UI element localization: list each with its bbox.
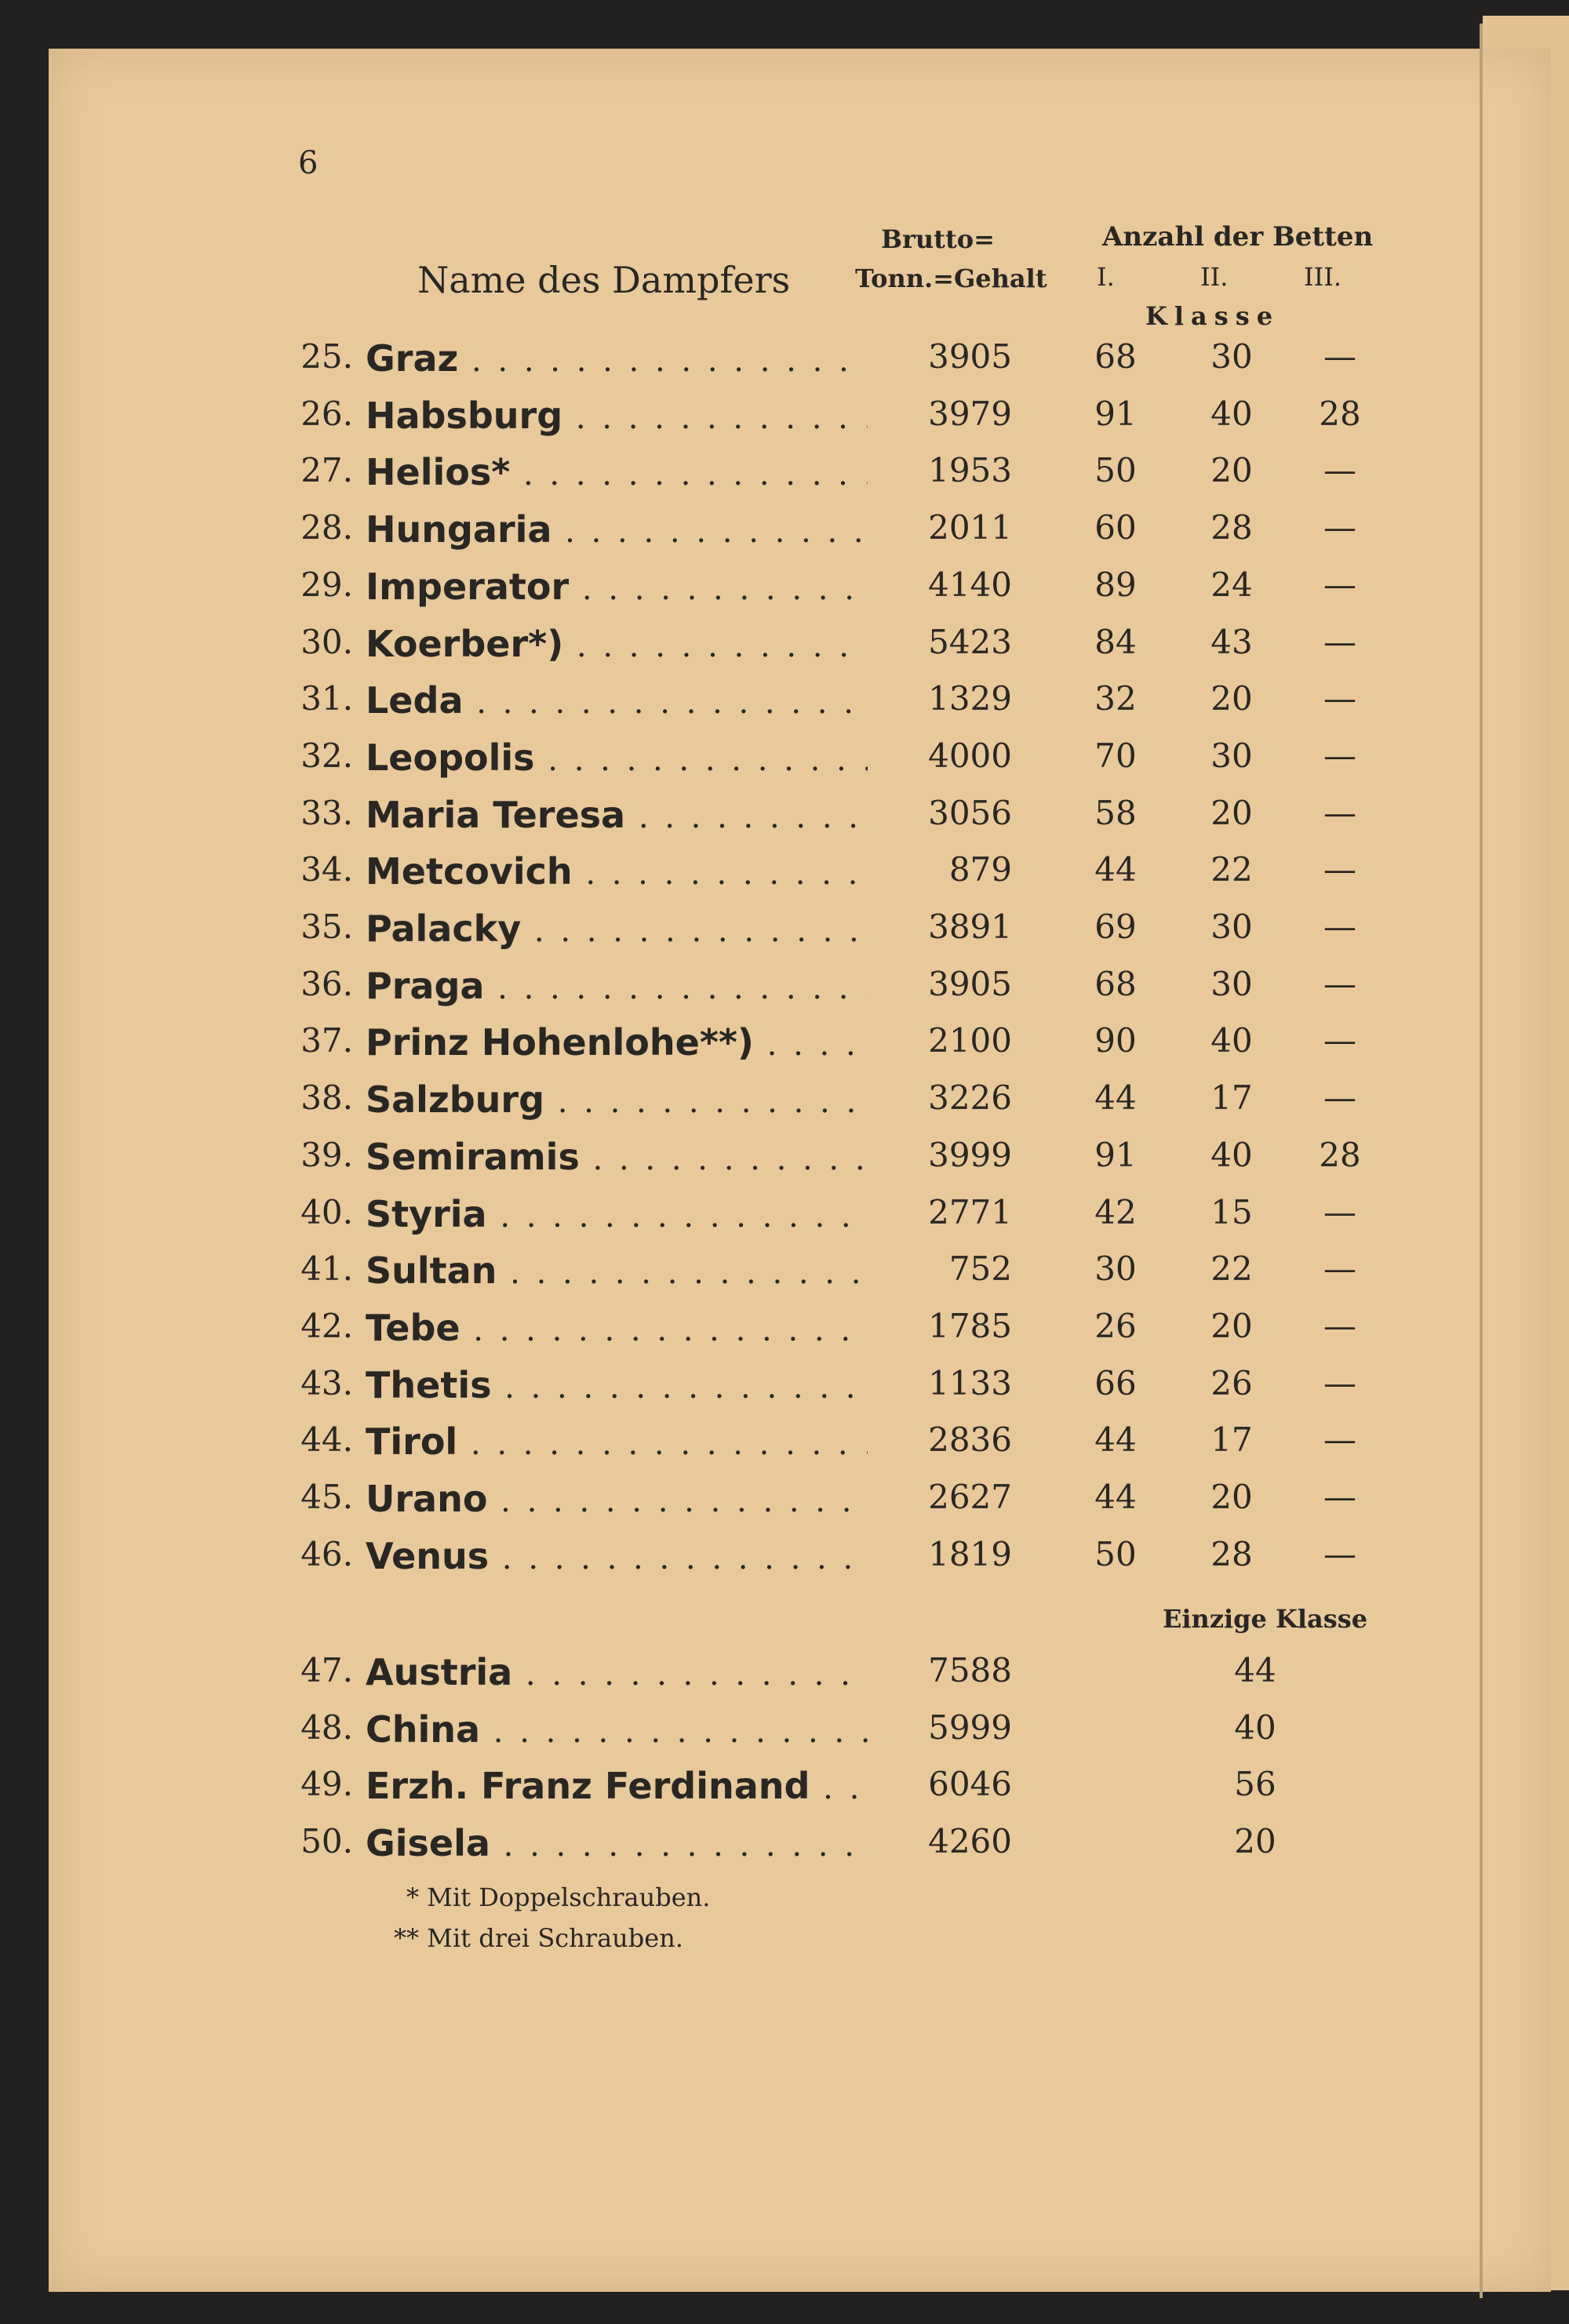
beds-class-1: 84 [1094,622,1137,661]
beds-class-3: — [1323,964,1356,1003]
beds-class-1: 58 [1094,793,1137,832]
steamer-name: Imperator . . . [366,566,868,608]
row-number: 38. [300,1078,353,1118]
beds-class-1: 89 [1094,565,1137,604]
beds-class-2: 40 [1210,394,1253,433]
beds-class-3: — [1323,622,1356,661]
row-number: 35. [300,907,353,946]
beds-class-2: 20 [1210,679,1253,718]
row-number: 41. [300,1249,353,1289]
table-row [0,1708,1491,1755]
steamer-name: Tirol . . . [366,1420,868,1463]
table-row [0,1021,1491,1068]
beds-class-1: 44 [1094,850,1137,889]
gross-tonnage: 6046 [928,1765,1012,1804]
beds-class-1: 91 [1094,394,1137,433]
footnote-triple-screw: ** Mit drei Schrauben. [394,1923,683,1953]
beds-class-3: — [1323,565,1356,604]
steamer-name: Metcovich . . . [366,850,868,893]
steamer-name: Palacky . . . [366,907,868,950]
steamer-name: Tebe . . . [366,1307,868,1349]
steamer-name: Koerber*) . . . [366,623,868,665]
gross-tonnage: 3891 [928,907,1012,946]
table-row [0,1535,1491,1582]
beds-class-1: 30 [1094,1249,1137,1289]
beds-class-2: 24 [1210,565,1253,604]
row-number: 29. [300,565,353,604]
beds-class-1: 90 [1094,1021,1137,1060]
beds-class-2: 30 [1210,736,1253,775]
steamer-name: Styria . . . [366,1193,868,1235]
beds-class-3: — [1323,451,1356,490]
gross-tonnage: 7588 [928,1651,1012,1689]
steamer-name: Salzburg . . . [366,1078,868,1121]
table-row [0,1765,1491,1812]
beds-class-3: — [1323,793,1356,832]
beds-single-class: 56 [1234,1765,1276,1804]
beds-class-2: 20 [1210,793,1253,832]
steamer-name: Leopolis . . . [366,736,868,779]
table-row [0,965,1491,1012]
steamer-name: Erzh. Franz Ferdinand . . . [366,1765,868,1807]
row-number: 36. [300,964,353,1003]
row-number: 49. [300,1765,353,1804]
beds-class-3: — [1323,1021,1356,1060]
beds-class-1: 68 [1094,337,1137,376]
beds-class-2: 20 [1210,1306,1253,1345]
steamer-name: Hungaria . . . [366,508,868,551]
table-row [0,395,1491,442]
row-number: 26. [300,394,353,433]
beds-class-3: — [1323,1534,1356,1573]
beds-class-2: 17 [1210,1420,1253,1460]
row-number: 30. [300,622,353,661]
steamer-name: Maria Teresa . . . [366,794,868,836]
single-class-header: Einzige Klasse [1163,1604,1368,1634]
beds-class-2: 22 [1210,850,1253,889]
table-row [0,679,1491,726]
beds-class-1: 70 [1094,736,1137,775]
gross-tonnage: 2771 [928,1192,1012,1231]
table-row [0,1307,1491,1354]
table-row [0,1478,1491,1525]
beds-class-3: — [1323,850,1356,889]
row-number: 25. [300,337,353,376]
table-row [0,850,1491,897]
beds-class-3: — [1323,1478,1356,1516]
gross-tonnage: 2011 [928,508,1012,547]
beds-class-1: 32 [1094,679,1137,718]
page-number: 6 [298,145,319,181]
gross-tonnage: 5999 [928,1708,1012,1747]
beds-class-2: 17 [1210,1078,1253,1118]
column-header-class-3: III. [1304,262,1342,292]
beds-class-2: 28 [1210,1534,1253,1573]
row-number: 32. [300,736,353,775]
beds-class-2: 30 [1210,337,1253,376]
table-row [0,566,1491,613]
column-header-klasse: Klasse [1145,301,1280,331]
beds-class-3: — [1323,1078,1356,1118]
beds-class-1: 68 [1094,964,1137,1003]
beds-class-2: 30 [1210,907,1253,946]
row-number: 37. [300,1021,353,1060]
beds-class-3: 28 [1319,1135,1361,1174]
gross-tonnage: 4260 [928,1822,1012,1861]
beds-class-2: 26 [1210,1363,1253,1402]
table-row [0,1364,1491,1411]
beds-class-1: 69 [1094,907,1137,946]
beds-class-2: 22 [1210,1249,1253,1289]
beds-class-1: 42 [1094,1192,1137,1231]
gross-tonnage: 3905 [928,337,1012,376]
gross-tonnage: 3979 [928,394,1012,433]
steamer-name: Helios* . . . [366,451,868,493]
table-row [0,907,1491,955]
beds-single-class: 44 [1234,1651,1276,1689]
beds-class-1: 44 [1094,1420,1137,1460]
gross-tonnage: 2627 [928,1478,1012,1516]
row-number: 27. [300,451,353,490]
beds-class-2: 15 [1210,1192,1253,1231]
table-row [0,337,1491,384]
column-header-class-2: II. [1200,262,1229,292]
beds-class-1: 26 [1094,1306,1137,1345]
gross-tonnage: 879 [948,850,1012,889]
beds-class-2: 30 [1210,964,1253,1003]
gross-tonnage: 3056 [928,793,1012,832]
gross-tonnage: 5423 [928,622,1012,661]
column-header-name: Name des Dampfers [417,259,791,301]
table-row [0,508,1491,555]
gross-tonnage: 1785 [928,1306,1012,1345]
steamer-name: Prinz Hohenlohe**) . . . [366,1021,868,1064]
row-number: 44. [300,1420,353,1460]
column-header-brutto: Brutto= [881,224,995,254]
steamer-name: Sultan . . . [366,1249,868,1292]
gross-tonnage: 1329 [928,679,1012,718]
table-row [0,1420,1491,1468]
table-row [0,623,1491,670]
table-row [0,1249,1491,1297]
beds-single-class: 20 [1234,1822,1276,1861]
beds-class-3: — [1323,1306,1356,1345]
gross-tonnage: 2100 [928,1021,1012,1060]
beds-class-3: 28 [1319,394,1361,433]
beds-class-3: — [1323,679,1356,718]
table-row [0,736,1491,784]
table-row [0,1822,1491,1869]
column-header-beds: Anzahl der Betten [1102,221,1374,253]
gross-tonnage: 4140 [928,565,1012,604]
row-number: 40. [300,1192,353,1231]
beds-class-1: 91 [1094,1135,1137,1174]
beds-class-3: — [1323,907,1356,946]
table-row [0,1136,1491,1183]
beds-class-3: — [1323,1420,1356,1460]
table-row [0,1078,1491,1126]
beds-class-1: 66 [1094,1363,1137,1402]
steamer-name: Habsburg . . . [366,395,868,437]
beds-class-3: — [1323,508,1356,547]
row-number: 34. [300,850,353,889]
beds-class-1: 44 [1094,1078,1137,1118]
row-number: 47. [300,1651,353,1689]
beds-class-2: 20 [1210,451,1253,490]
steamer-name: Urano . . . [366,1478,868,1520]
beds-class-2: 40 [1210,1021,1253,1060]
table-row [0,794,1491,841]
row-number: 46. [300,1534,353,1573]
steamer-name: China . . . [366,1708,868,1751]
row-number: 48. [300,1708,353,1747]
row-number: 31. [300,679,353,718]
beds-class-2: 40 [1210,1135,1253,1174]
beds-class-3: — [1323,1192,1356,1231]
gross-tonnage: 2836 [928,1420,1012,1460]
row-number: 50. [300,1822,353,1861]
row-number: 42. [300,1306,353,1345]
gross-tonnage: 3226 [928,1078,1012,1118]
row-number: 43. [300,1363,353,1402]
gross-tonnage: 752 [948,1249,1012,1289]
row-number: 28. [300,508,353,547]
column-header-tonnage: Tonn.=Gehalt [855,264,1047,293]
table-row [0,1193,1491,1240]
steamer-name: Gisela . . . [366,1822,868,1864]
gross-tonnage: 3999 [928,1135,1012,1174]
beds-class-3: — [1323,1363,1356,1402]
gross-tonnage: 1133 [928,1363,1012,1402]
steamer-name: Leda . . . [366,679,868,722]
row-number: 33. [300,793,353,832]
gross-tonnage: 4000 [928,736,1012,775]
beds-class-3: — [1323,1249,1356,1289]
beds-class-1: 44 [1094,1478,1137,1516]
steamer-name: Praga . . . [366,965,868,1007]
steamer-name: Semiramis . . . [366,1136,868,1178]
steamer-name: Thetis . . . [366,1364,868,1406]
beds-class-2: 28 [1210,508,1253,547]
steamer-name: Venus . . . [366,1535,868,1577]
beds-class-3: — [1323,337,1356,376]
beds-class-1: 50 [1094,1534,1137,1573]
beds-class-2: 20 [1210,1478,1253,1516]
gross-tonnage: 3905 [928,964,1012,1003]
beds-class-1: 50 [1094,451,1137,490]
table-row [0,1651,1491,1698]
row-number: 39. [300,1135,353,1174]
beds-class-2: 43 [1210,622,1253,661]
beds-class-1: 60 [1094,508,1137,547]
gross-tonnage: 1819 [928,1534,1012,1573]
column-header-class-1: I. [1097,262,1115,292]
footnote-double-screw: * Mit Doppelschrauben. [406,1882,711,1912]
table-row [0,451,1491,498]
beds-single-class: 40 [1234,1708,1276,1747]
gross-tonnage: 1953 [928,451,1012,490]
row-number: 45. [300,1478,353,1516]
beds-class-3: — [1323,736,1356,775]
steamer-name: Austria . . . [366,1651,868,1693]
steamer-name: Graz . . . [366,337,868,380]
